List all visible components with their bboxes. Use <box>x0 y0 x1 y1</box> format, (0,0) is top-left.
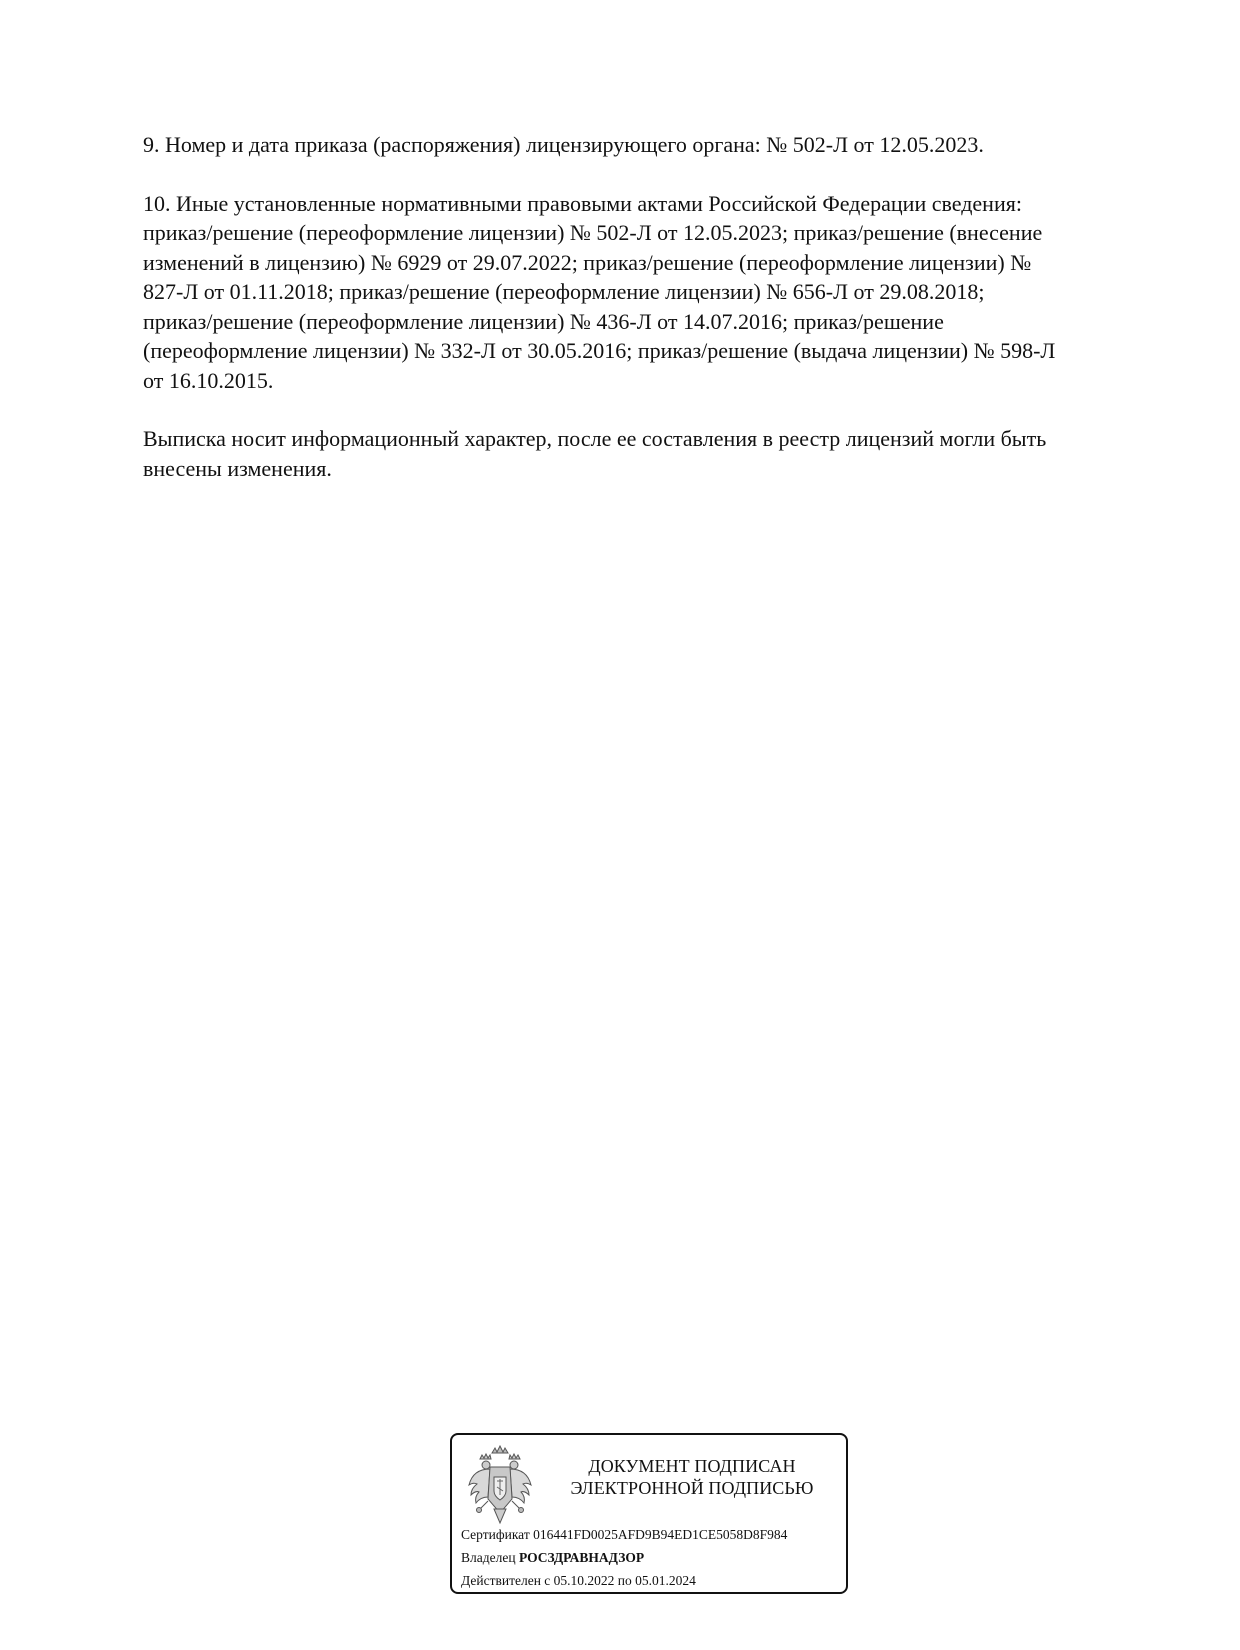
coat-of-arms-icon <box>466 1443 534 1525</box>
paragraph-order-number: 9. Номер и дата приказа (распоряжения) лицензирующего органа: № 502-Л от 12.05.2023. <box>143 132 984 157</box>
paragraph-disclaimer: Выписка носит информационный характер, после ее составления в реестр лицензий могли быть внесены изменения. <box>143 426 1047 481</box>
owner-label: Владелец <box>461 1550 516 1565</box>
certificate-line <box>461 1523 787 1546</box>
electronic-signature-stamp <box>450 1433 848 1594</box>
stamp-details <box>461 1523 787 1592</box>
valid-to: 05.01.2024 <box>635 1573 696 1588</box>
stamp-heading <box>542 1455 842 1499</box>
certificate-value: 016441FD0025AFD9B94ED1CE5058D8F984 <box>533 1527 788 1542</box>
paragraph-other-info: 10. Иные установленные нормативными правовыми актами Российской Федерации сведения: приказ/решение (переоформление лицензии) № 502-Л от 12.05.2023; приказ/решение (внесение изменений в лицензию) № 6929 от 29.07.2022; приказ/решение (переоформление лицензии) № 827-Л от 01.11.2018; приказ/решение (переоформление лицензии) № 656-Л от 29.08.2018; приказ/решение (переоформление лицензии) № 436-Л от 14.07.2016; приказ/решение (переоформление лицензии) № 332-Л от 30.05.2016; приказ/решение (выдача лицензии) № 598-Л от 16.10.2015. <box>143 190 1056 393</box>
valid-label: Действителен с <box>461 1573 551 1588</box>
valid-to-label: по <box>617 1573 632 1588</box>
document-body <box>143 130 1163 512</box>
stamp-heading-line1: ДОКУМЕНТ ПОДПИСАН <box>588 1456 796 1476</box>
valid-from: 05.10.2022 <box>553 1573 615 1588</box>
owner-line <box>461 1546 787 1569</box>
owner-value: РОСЗДРАВНАДЗОР <box>518 1550 645 1565</box>
stamp-heading-line2: ЭЛЕКТРОННОЙ ПОДПИСЬЮ <box>570 1478 814 1498</box>
certificate-label: Сертификат <box>461 1527 530 1542</box>
validity-line <box>461 1569 787 1592</box>
